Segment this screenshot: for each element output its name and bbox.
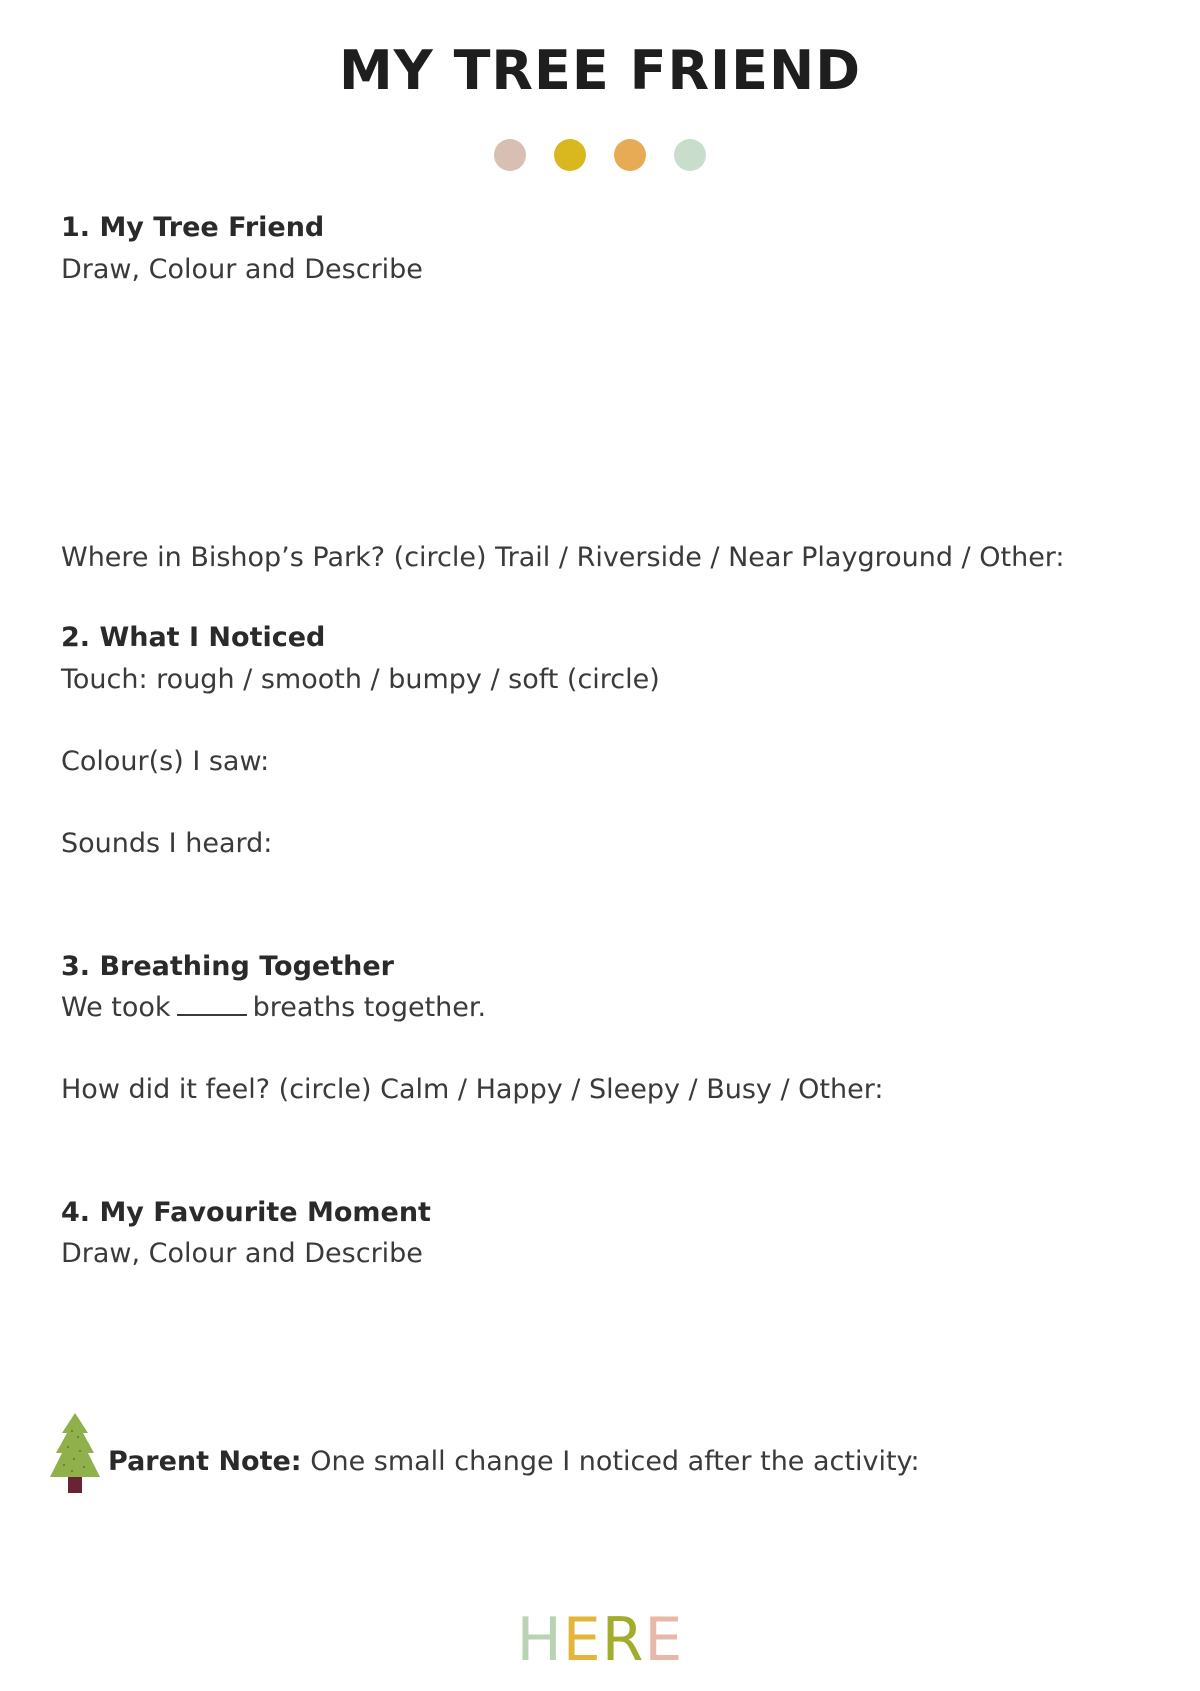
- logo-letter-2: E: [562, 1605, 602, 1675]
- touch-question: Touch: rough / smooth / bumpy / soft (circle): [61, 664, 660, 695]
- dot-4: [674, 139, 706, 171]
- sounds-question: Sounds I heard:: [61, 828, 273, 859]
- logo-letter-4: E: [644, 1605, 684, 1675]
- logo-letter-1: H: [516, 1605, 563, 1675]
- decorative-dots: [0, 139, 1200, 171]
- breaths-line: [61, 994, 486, 1021]
- section-3-heading: 3. Breathing Together: [61, 951, 394, 982]
- parent-note-text: One small change I noticed after the activity:: [310, 1446, 920, 1477]
- section-4-heading: 4. My Favourite Moment: [61, 1197, 431, 1228]
- section-2-heading: 2. What I Noticed: [61, 622, 326, 653]
- breaths-blank: [177, 994, 247, 1016]
- parent-note-label: Parent Note:: [108, 1446, 302, 1477]
- parent-note: [108, 1448, 920, 1475]
- dot-3: [614, 139, 646, 171]
- tree-icon: [50, 1413, 100, 1499]
- page-title: MY TREE FRIEND: [338, 39, 862, 102]
- section-4-subtitle: Draw, Colour and Describe: [61, 1238, 423, 1269]
- section-1-heading: 1. My Tree Friend: [61, 212, 325, 243]
- section-1-subtitle: Draw, Colour and Describe: [61, 254, 423, 285]
- location-question: Where in Bishop’s Park? (circle) Trail / Riverside / Near Playground / Other:: [61, 542, 1065, 573]
- feel-question: How did it feel? (circle) Calm / Happy / Sleepy / Busy / Other:: [61, 1074, 884, 1105]
- colours-question: Colour(s) I saw:: [61, 746, 270, 777]
- breaths-suffix: breaths together.: [252, 992, 487, 1023]
- dot-2: [554, 139, 586, 171]
- breaths-prefix: We took: [61, 992, 171, 1023]
- dot-1: [494, 139, 526, 171]
- footer-logo: [0, 1605, 1200, 1675]
- logo-letter-3: R: [601, 1605, 645, 1675]
